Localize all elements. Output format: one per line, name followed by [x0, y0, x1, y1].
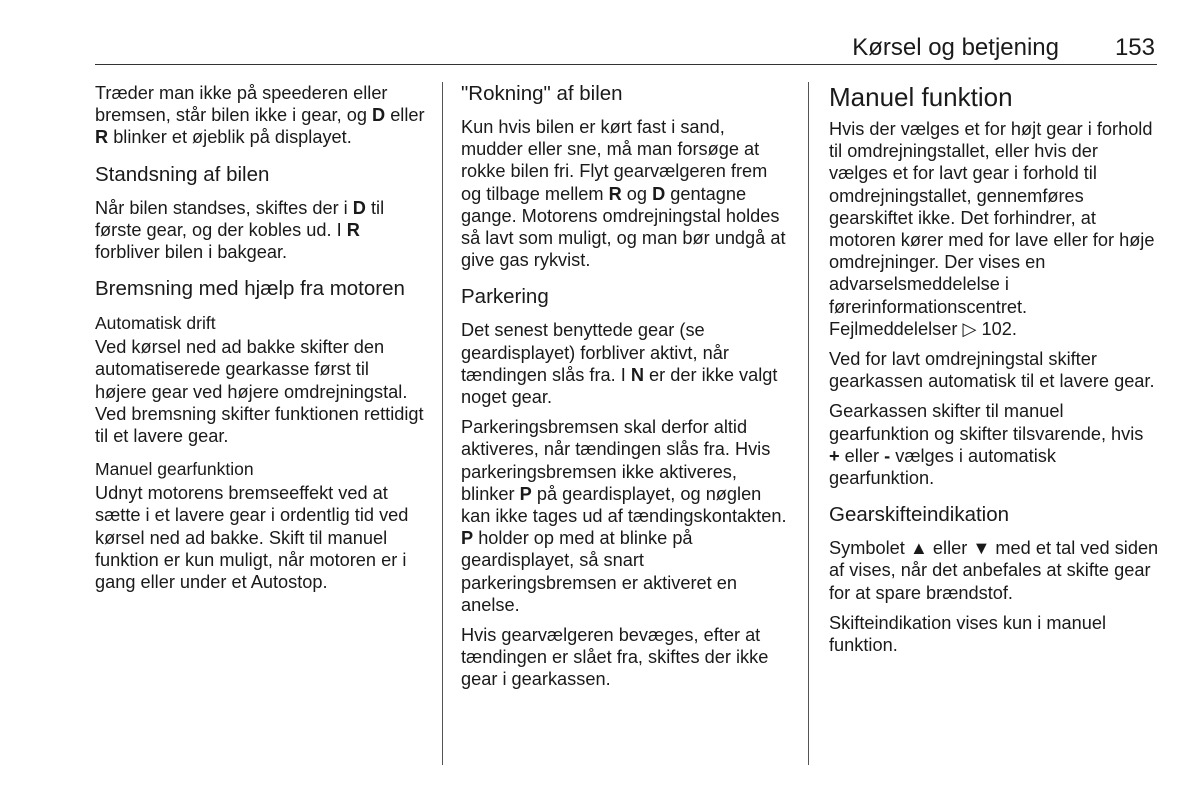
- page-header: [95, 28, 1157, 65]
- heading-gearskifteindikation: Gearskifteindikation: [829, 503, 1010, 527]
- paragraph: Kun hvis bilen er kørt fast i sand, mudder eller sne, må man forsøge at rokke bilen fri. Flyt gearvælgeren frem og tilbage mellem R og D gentagne gange. Motorens omdrejningstal holdes så lavt som muligt, og man bør undgå at give gas rykvist.: [461, 117, 786, 271]
- paragraph: Ved for lavt omdrejningstal skifter gearkassen automatisk til et lavere gear.: [829, 349, 1155, 392]
- paragraph: Parkeringsbremsen skal derfor altid aktiveres, når tændingen slås fra. Hvis parkeringsbremsen ikke aktiveres, blinker P på geardisplayet, og nøglen kan ikke tages ud af tændingskontakten. P holder op med at blinke på geardisplayet, så snart parkeringsbremsen er aktiveret en anelse.: [461, 417, 787, 615]
- heading-bremsning: Bremsning med hjælp fra motoren: [95, 277, 405, 301]
- paragraph: Skifteindikation vises kun i manuel funktion.: [829, 612, 1106, 656]
- page-reference: 102.: [976, 318, 1017, 339]
- paragraph: Ved kørsel ned ad bakke skifter den automatiserede gearkasse først til højere gear ved højere omdrejningstal. Ved bremsning skifter funktionen rettidigt til et lavere gear.: [95, 337, 424, 447]
- subheading-manuel-gearfunktion: Manuel gearfunktion: [95, 459, 254, 480]
- page-number: 153: [1114, 34, 1155, 61]
- paragraph: Det senest benyttede gear (se geardisplayet) forbliver aktivt, når tændingen slås fra. I N er der ikke valgt noget gear.: [461, 320, 778, 408]
- page-reference-icon: ▷: [962, 318, 977, 339]
- column-middle: [461, 82, 791, 699]
- paragraph: Træder man ikke på speederen eller bremsen, står bilen ikke i gear, og D eller R blinker et øjeblik på displayet.: [95, 83, 425, 148]
- paragraph: Når bilen standses, skiftes der i D til første gear, og der kobles ud. I R forbliver bilen i bakgear.: [95, 197, 385, 263]
- heading-parkering: Parkering: [461, 285, 549, 309]
- heading-standsning: Standsning af bilen: [95, 162, 270, 186]
- paragraph: Udnyt motorens bremseeffekt ved at sætte i et lavere gear i ordentlig tid ved kørsel ned ad bakke. Skift til manuel funktion er kun muligt, når motoren er i gang eller under et Autostop.: [95, 483, 409, 593]
- paragraph: Symbolet ▲ eller ▼ med et tal ved siden af vises, når det anbefales at skifte gear for at spare brændstof.: [829, 538, 1159, 603]
- section-title: Kørsel og betjening: [852, 34, 1059, 61]
- subheading-automatisk: Automatisk drift: [95, 313, 216, 334]
- column-divider: [442, 82, 443, 765]
- paragraph: Gearkassen skifter til manuel gearfunktion og skifter tilsvarende, hvis + eller - vælges i automatisk gearfunktion.: [829, 401, 1144, 489]
- heading-manuel-funktion: Manuel funktion: [829, 82, 1013, 112]
- paragraph: Hvis gearvælgeren bevæges, efter at tændingen er slået fra, skiftes der ikke gear i gearkassen.: [461, 625, 769, 690]
- paragraph: Hvis der vælges et for højt gear i forhold til omdrejningstallet, eller hvis der vælges et for lavt gear i forhold til omdrejningstallet, gennemføres gearskiftet ikke. Det forhindrer, at motoren kører med for lave eller for høje omdrejninger. Der vises en advarselsmeddelelse i førerinformationscentret. Fejlmeddelelser ▷ 102.: [829, 119, 1155, 339]
- column-left: [95, 82, 425, 601]
- heading-rokning: "Rokning" af bilen: [461, 82, 623, 105]
- column-right: [829, 82, 1159, 664]
- column-divider: [808, 82, 809, 765]
